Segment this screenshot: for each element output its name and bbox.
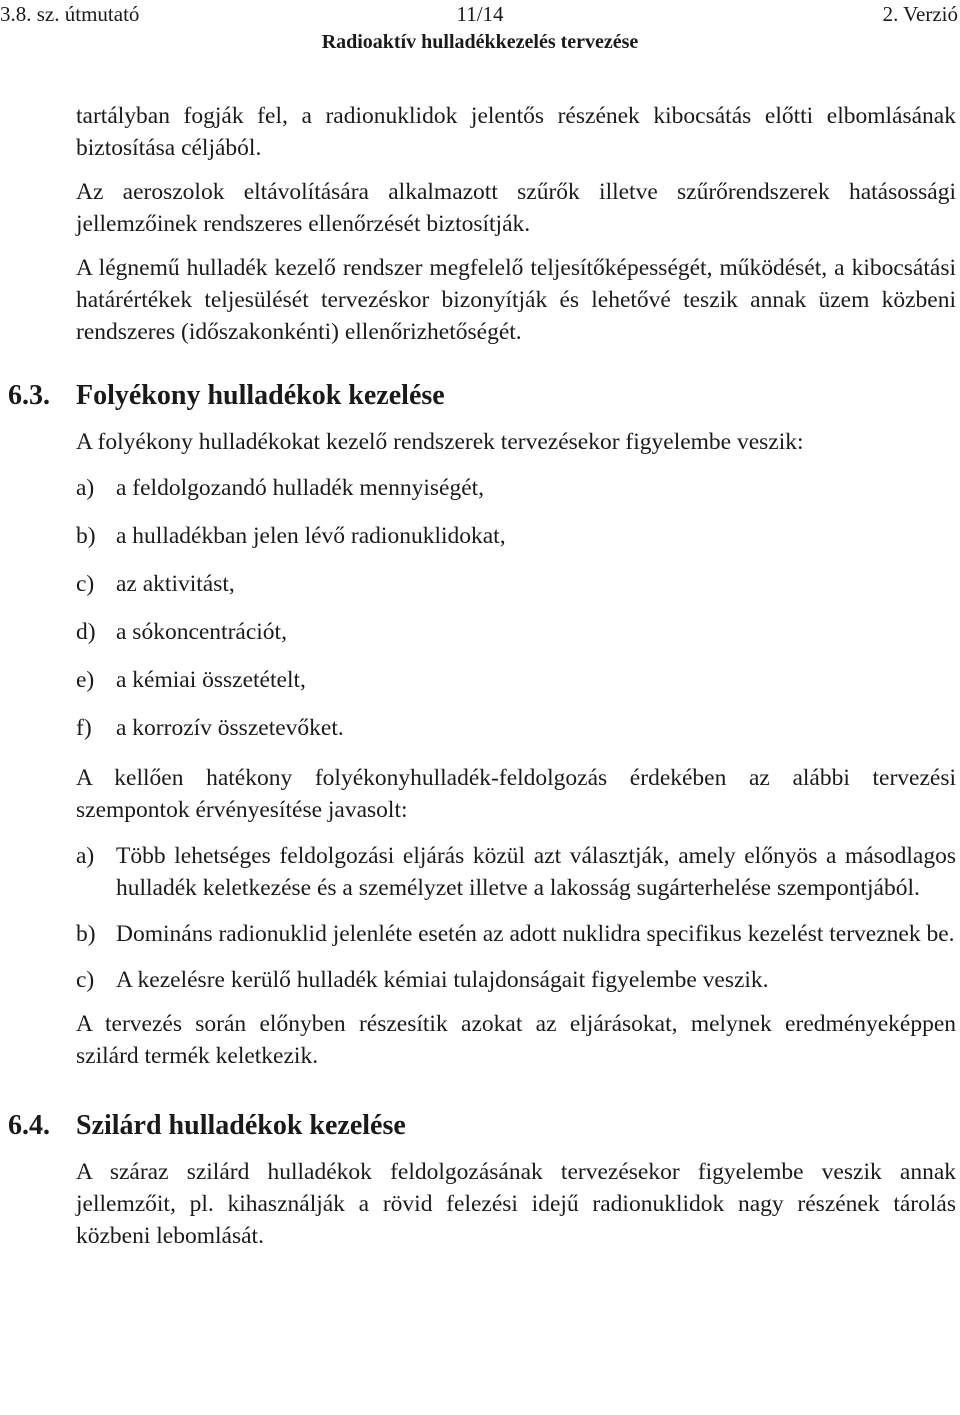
list-item — [76, 712, 956, 744]
list-text: a hulladékban jelen lévő radionuklidokat, — [116, 523, 506, 549]
paragraph: A tervezés során előnyben részesítik azokat az eljárásokat, melynek eredményeképpen szilárd termék keletkezik. — [76, 1011, 956, 1069]
paragraph: A folyékony hulladékokat kezelő rendszerek tervezésekor figyelembe veszik: — [76, 429, 804, 455]
list-item — [76, 964, 956, 996]
paragraph: A kellően hatékony folyékonyhulladék-feldolgozás érdekében az alábbi tervezési szempontok érvényesítése javasolt: — [76, 765, 956, 823]
header-document-title: Radioaktív hulladékkezelés tervezése — [321, 31, 639, 53]
consideration-list — [76, 472, 956, 744]
list-item — [76, 568, 956, 600]
list-text: a korrozív összetevőket. — [116, 715, 344, 741]
list-text: a feldolgozandó hulladék mennyiségét, — [116, 475, 485, 501]
list-item — [76, 840, 956, 904]
list-item — [76, 918, 956, 950]
list-label: f) — [76, 715, 92, 741]
section-title: Szilárd hulladékok kezelése — [76, 1110, 406, 1141]
list-label: b) — [76, 921, 96, 947]
section-heading-6-3 — [8, 378, 956, 414]
paragraph: tartályban fogják fel, a radionuklidok jelentős részének kibocsátás előtti elbomlásának biztosítása céljából. — [76, 103, 956, 161]
page-header — [0, 0, 960, 58]
list-text: Több lehetséges feldolgozási eljárás közül azt választják, amely előnyös a másodlagos hulladék keletkezése és a személyzet illetve a lakosság sugárterhelése szempontjából. — [116, 843, 956, 901]
section-title: Folyékony hulladékok kezelése — [76, 380, 445, 411]
section-number: 6.4. — [8, 1110, 50, 1141]
list-label: c) — [76, 571, 95, 597]
section-number: 6.3. — [8, 380, 50, 411]
list-label: c) — [76, 967, 95, 993]
list-text: a sókoncentrációt, — [116, 619, 287, 645]
list-text: az aktivitást, — [116, 571, 235, 597]
list-item — [76, 472, 956, 504]
page-body — [8, 100, 956, 1252]
paragraph: A száraz szilárd hulladékok feldolgozásának tervezésekor figyelembe veszik annak jellemzőit, pl. kihasználják a rövid felezési idejű radionuklidok nagy részének tárolás közbeni lebomlását. — [76, 1159, 956, 1249]
list-text: Domináns radionuklid jelenléte esetén az adott nuklidra specifikus kezelést terveznek be. — [116, 921, 955, 947]
paragraph: Az aeroszolok eltávolítására alkalmazott szűrők illetve szűrőrendszerek hatásossági jellemzőinek rendszeres ellenőrzését biztosítják. — [76, 179, 956, 237]
list-text: A kezelésre kerülő hulladék kémiai tulajdonságait figyelembe veszik. — [116, 967, 769, 993]
header-guide-id: 3.8. sz. útmutató — [0, 2, 140, 26]
list-item — [76, 664, 956, 696]
list-label: b) — [76, 523, 96, 549]
list-text: a kémiai összetételt, — [116, 667, 306, 693]
list-label: d) — [76, 619, 96, 645]
list-item — [76, 520, 956, 552]
header-page-number: 11/14 — [456, 2, 504, 26]
list-label: e) — [76, 667, 95, 693]
section-heading-6-4 — [8, 1108, 956, 1144]
list-label: a) — [76, 475, 95, 501]
list-item — [76, 616, 956, 648]
recommendation-list — [76, 840, 956, 996]
list-label: a) — [76, 843, 95, 869]
paragraph: A légnemű hulladék kezelő rendszer megfelelő teljesítőképességét, működését, a kibocsátási határértékek teljesülését tervezéskor bizonyítják és lehetővé teszik annak üzem közbeni rendszeres (időszakonkénti) ellenőrizhetőségét. — [76, 255, 956, 345]
header-version: 2. Verzió — [882, 2, 958, 26]
